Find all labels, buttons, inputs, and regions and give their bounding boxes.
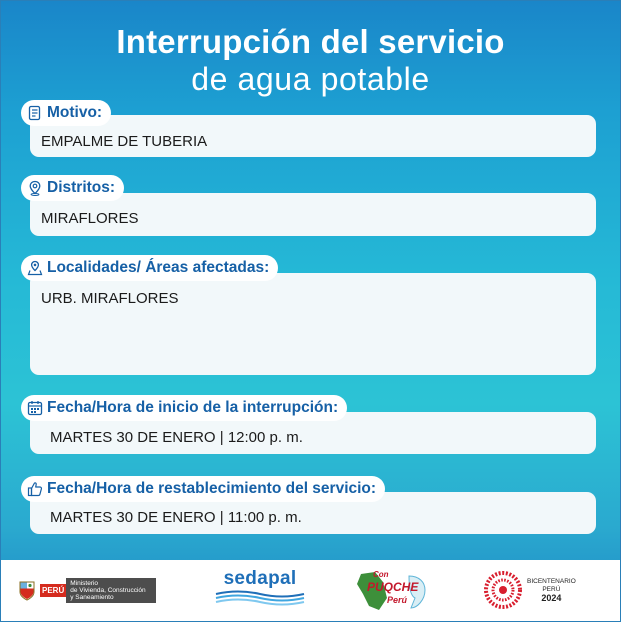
document-list-icon <box>27 105 43 121</box>
bicentenario-text <box>527 578 576 602</box>
bicentenario-logo <box>483 570 576 610</box>
motivo-label-text: Motivo: <box>47 104 103 121</box>
distritos-label-text: Distritos: <box>47 179 116 196</box>
restablecimiento-value: MARTES 30 DE ENERO | 11:00 p. m. <box>50 509 302 526</box>
sedapal-logo <box>214 568 306 611</box>
campaign-line-2: PUQCHE <box>367 580 419 594</box>
distritos-value: MIRAFLORES <box>41 210 139 227</box>
inicio-label <box>21 395 347 421</box>
motivo-label <box>21 100 111 126</box>
waves-icon <box>214 590 306 606</box>
map-pin-icon <box>27 260 43 276</box>
inicio-label-text: Fecha/Hora de inicio de la interrupción: <box>47 399 339 416</box>
bicentenario-line-3: 2024 <box>541 593 562 603</box>
campaign-line-3: Perú <box>387 595 408 605</box>
motivo-value: EMPALME DE TUBERIA <box>41 133 208 150</box>
restablecimiento-label <box>21 476 385 502</box>
localidades-label-text: Localidades/ Áreas afectadas: <box>47 259 270 276</box>
bicentenario-sun-icon <box>483 570 523 610</box>
localidades-label <box>21 255 278 281</box>
distritos-label <box>21 175 124 201</box>
ministry-line-1: Ministerio <box>70 580 99 587</box>
ministry-logo <box>17 578 156 603</box>
localidades-box <box>30 273 596 375</box>
inicio-value: MARTES 30 DE ENERO | 12:00 p. m. <box>50 429 303 446</box>
bicentenario-line-1: BICENTENARIO <box>527 578 576 585</box>
calendar-icon <box>27 400 43 416</box>
title-line-2: de agua potable <box>191 61 430 97</box>
motivo-box <box>30 115 596 157</box>
ministry-line-2: de Vivienda, Construcción <box>70 587 146 594</box>
sedapal-wordmark: sedapal <box>223 568 297 589</box>
footer-logos <box>1 560 620 621</box>
title-line-1: Interrupción del servicio <box>116 23 505 60</box>
campaign-line-1: Con <box>373 570 389 579</box>
peru-shield-icon <box>17 580 37 602</box>
location-pin-icon <box>27 180 43 196</box>
ministry-country: PERÚ <box>42 586 65 595</box>
localidades-value: URB. MIRAFLORES <box>41 290 179 307</box>
bicentenario-line-2: PERÚ <box>542 586 561 593</box>
thumbs-up-icon <box>27 481 43 497</box>
restablecimiento-label-text: Fecha/Hora de restablecimiento del servicio: <box>47 480 377 497</box>
campaign-logo <box>353 568 433 614</box>
ministry-line-3: y Saneamiento <box>70 594 114 601</box>
ministry-name <box>66 578 156 603</box>
